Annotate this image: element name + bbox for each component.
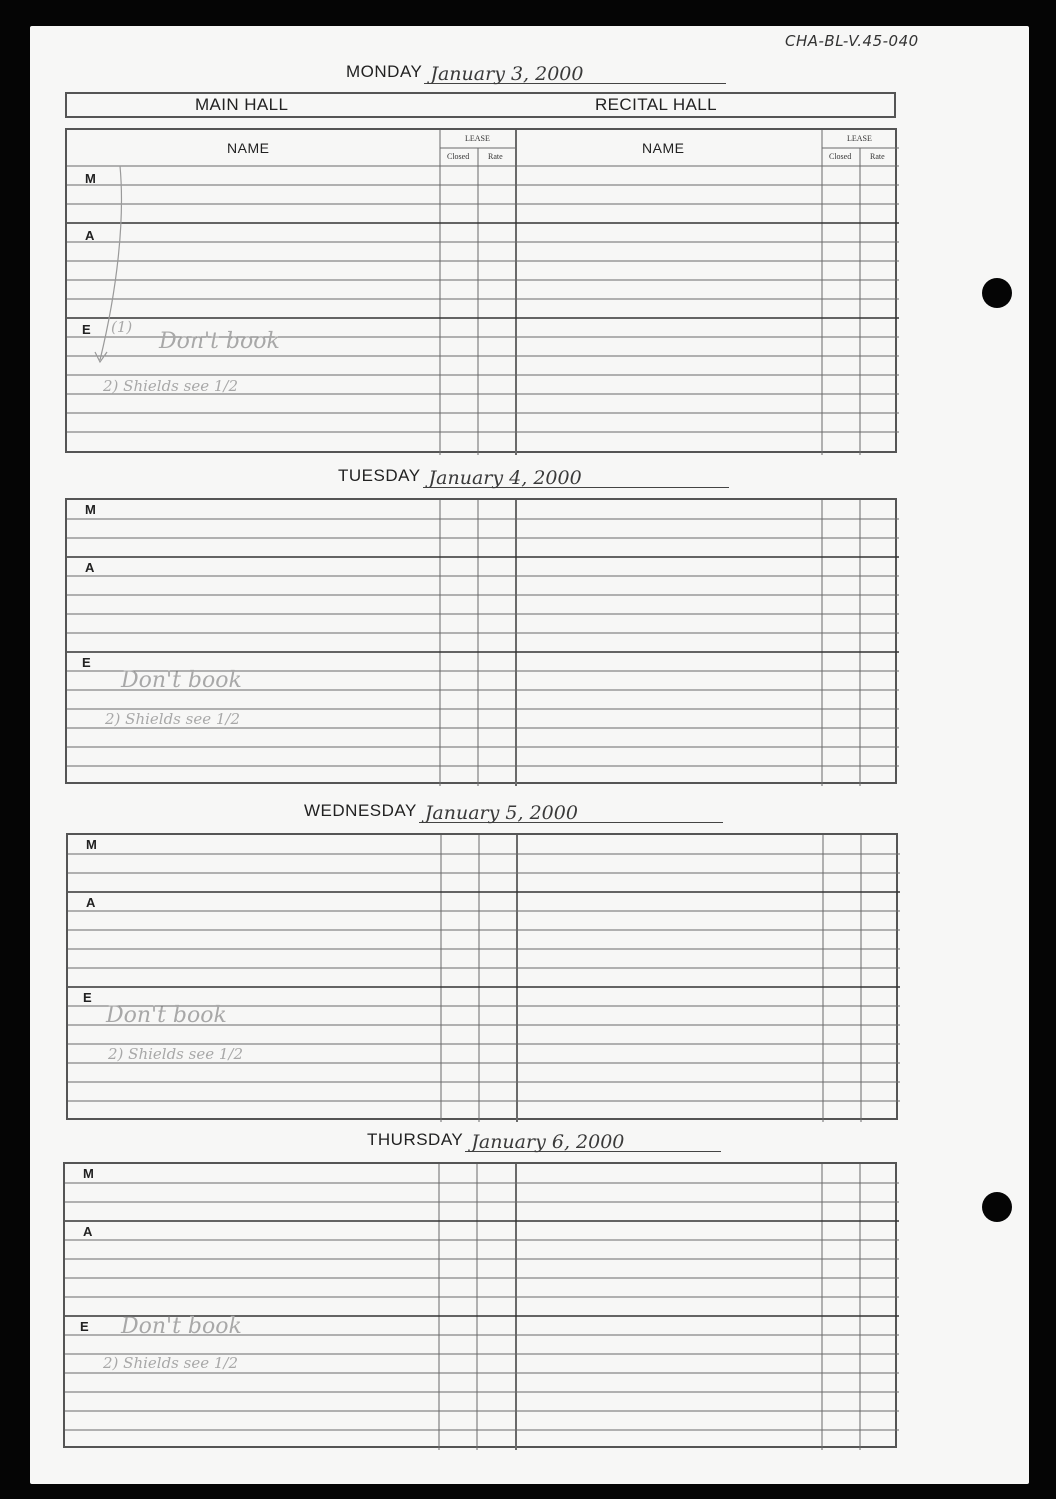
table-grid-lines: [65, 1164, 899, 1450]
slot-morning: M: [85, 502, 96, 517]
monday-table: [65, 128, 897, 453]
handwritten-note: (1): [111, 318, 133, 336]
rate-header: Rate: [488, 152, 503, 161]
day-heading-wednesday: [304, 795, 723, 823]
rate-header: Rate: [870, 152, 885, 161]
handwritten-note: 2) Shields see 1/2: [103, 377, 238, 395]
slot-morning: M: [86, 837, 97, 852]
lease-header: LEASE: [847, 134, 872, 143]
binder-hole: [982, 278, 1012, 308]
slot-evening: E: [82, 655, 91, 670]
slot-afternoon: A: [83, 1224, 93, 1239]
recital-hall-label: RECITAL HALL: [595, 95, 717, 114]
day-name: THURSDAY: [367, 1130, 464, 1149]
tuesday-table: [65, 498, 897, 784]
table-grid-lines: [68, 835, 900, 1122]
closed-header: Closed: [829, 152, 852, 161]
binder-hole: [982, 1192, 1012, 1222]
day-heading-monday: [346, 56, 726, 84]
slot-morning: M: [85, 171, 96, 186]
day-heading-thursday: [367, 1124, 721, 1152]
date-line: [419, 794, 723, 823]
date-line: [465, 1123, 721, 1152]
slot-afternoon: A: [86, 895, 96, 910]
handwritten-date: January 5, 2000: [424, 802, 578, 824]
day-name: MONDAY: [346, 62, 423, 81]
slot-afternoon: A: [85, 228, 95, 243]
slot-evening: E: [83, 990, 92, 1005]
slot-evening: E: [82, 322, 91, 337]
day-name: TUESDAY: [338, 466, 421, 485]
date-line: [424, 55, 726, 84]
handwritten-date: January 3, 2000: [430, 63, 584, 85]
main-hall-label: MAIN HALL: [195, 95, 289, 114]
slot-evening: E: [80, 1319, 89, 1334]
slot-morning: M: [83, 1166, 94, 1181]
handwritten-date: January 4, 2000: [428, 467, 582, 489]
table-grid-lines: [67, 130, 899, 455]
handwritten-note: Don't book: [159, 329, 280, 354]
handwritten-note: Don't book: [121, 668, 242, 693]
name-column-header: NAME: [227, 140, 270, 156]
slot-afternoon: A: [85, 560, 95, 575]
hall-header-bar: [65, 92, 896, 118]
wednesday-table: [66, 833, 898, 1120]
handwritten-note: Don't book: [121, 1314, 242, 1339]
handwritten-note: 2) Shields see 1/2: [105, 710, 240, 728]
name-column-header: NAME: [642, 140, 685, 156]
lease-header: LEASE: [465, 134, 490, 143]
archive-id: CHA-BL-V.45-040: [785, 32, 919, 50]
date-line: [423, 459, 729, 488]
day-heading-tuesday: [338, 460, 729, 488]
handwritten-note: 2) Shields see 1/2: [108, 1045, 243, 1063]
handwritten-note: 2) Shields see 1/2: [103, 1354, 238, 1372]
thursday-table: [63, 1162, 897, 1448]
table-grid-lines: [67, 500, 899, 786]
closed-header: Closed: [447, 152, 470, 161]
handwritten-note: Don't book: [106, 1003, 227, 1028]
day-name: WEDNESDAY: [304, 801, 417, 820]
handwritten-date: January 6, 2000: [471, 1131, 625, 1153]
